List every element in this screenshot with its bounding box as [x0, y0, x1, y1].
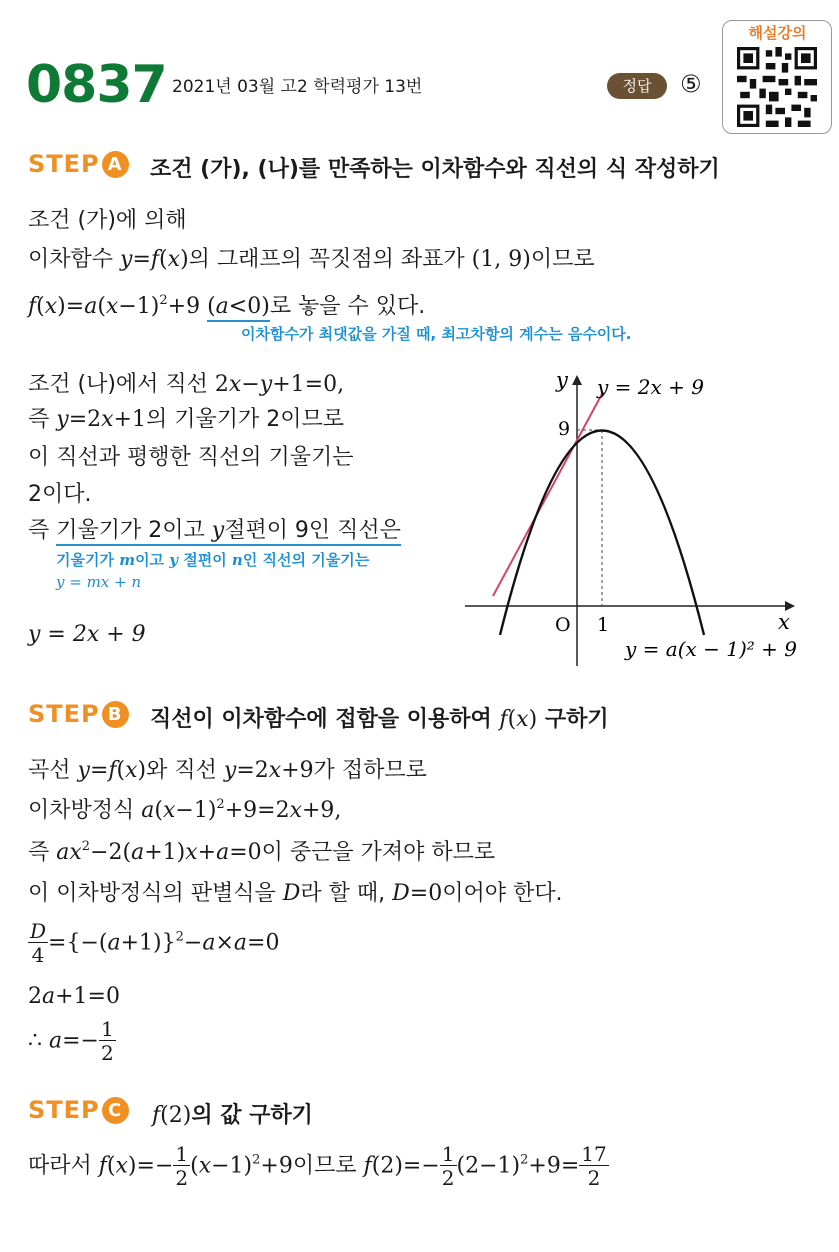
step-b-line-1: 곡선 y=f(x)와 직선 y=2x+9가 접하므로: [28, 758, 427, 783]
step-c-letter: C: [102, 1097, 129, 1124]
step-a-line-3: $f(x)=a(x-1)^2+9$ (a<0)로 놓을 수 있다.: [28, 289, 425, 320]
answer-badge: 정답: [607, 73, 667, 99]
x-axis-label: x: [778, 610, 790, 634]
tick-label-9: 9: [558, 418, 571, 440]
step-a-line-result: y = 2x + 9: [28, 622, 146, 647]
step-a-line-1: 조건 (가)에 의해: [28, 208, 187, 233]
linear-equation: 2a+1=0: [28, 984, 120, 1009]
step-b-line-3: 즉 $ax^2-2(a+1)x+a=0$이 중근을 가져야 하므로: [28, 839, 496, 865]
step-a-line-6: 이 직선과 평행한 직선의 기울기는: [28, 445, 354, 470]
step-a-label: STEP A: [28, 150, 129, 178]
tangent-line: [493, 392, 603, 596]
tangent-line-label: y = 2x + 9: [597, 375, 704, 399]
step-a-line-2: 이차함수 y=f(x)의 그래프의 꼭짓점의 좌표가 (1, 9)이므로: [28, 247, 595, 272]
tick-label-1: 1: [597, 614, 610, 636]
a-value: ∴ a=− $\frac{1}{2}$: [28, 1017, 114, 1065]
step-b-letter: B: [102, 701, 129, 728]
step-b-line-2: 이차방정식 $a(x-1)^2+9=2x+9$,: [28, 797, 342, 823]
qr-label: 해설강의: [748, 24, 807, 42]
discriminant-equation: $\frac{D}{4}$ $=\{-(a+1)\}^2-a\times a=0$: [30, 919, 280, 967]
step-a-letter: A: [102, 151, 129, 178]
note-slope-intercept-formula: y = mx + n: [56, 573, 142, 591]
step-c-label: STEP C: [28, 1096, 129, 1124]
problem-number: 0837: [26, 55, 167, 115]
problem-source: 2021년 03월 고2 학력평가 13번: [172, 77, 423, 97]
final-result: 따라서 f(x)=− $\frac{1}{2}$ $(x-1)^2+9$이므로 f(2)=− $\frac{1}{2}$ $(2-1)^2+9=$ $\frac{17}{2}$: [28, 1142, 607, 1190]
parabola-label: y = a(x − 1)² + 9: [625, 637, 797, 661]
y-axis-label: y: [556, 368, 568, 392]
step-b-label: STEP B: [28, 700, 129, 728]
note-slope-intercept: 기울기가 m이고 y 절편이 n인 직선의 기울기는: [56, 551, 370, 569]
step-b-title: 직선이 이차함수에 접함을 이용하여 f(x) 구하기: [150, 707, 609, 732]
origin-label: O: [555, 614, 571, 636]
step-a-title: 조건 (가), (나)를 만족하는 이차함수와 직선의 식 작성하기: [150, 157, 720, 182]
step-a-line-7: 2이다.: [28, 482, 92, 507]
graph: [460, 360, 820, 680]
answer-value: ⑤: [680, 70, 702, 98]
step-c-title: f(2)의 값 구하기: [152, 1103, 313, 1128]
y-axis-arrow-icon: [572, 375, 582, 385]
qr-code-icon: [737, 47, 817, 127]
note-max-coefficient: 이차함수가 최댓값을 가질 때, 최고차항의 계수는 음수이다.: [241, 325, 632, 343]
step-a-line-4: 조건 (나)에서 직선 2x−y+1=0,: [28, 372, 345, 397]
step-a-line-5: 즉 y=2x+1의 기울기가 2이므로: [28, 407, 344, 432]
step-a-line-8: 즉 기울기가 2이고 y절편이 9인 직선은: [28, 513, 401, 544]
step-b-line-4: 이 이차방정식의 판별식을 D라 할 때, D=0이어야 한다.: [28, 881, 563, 906]
